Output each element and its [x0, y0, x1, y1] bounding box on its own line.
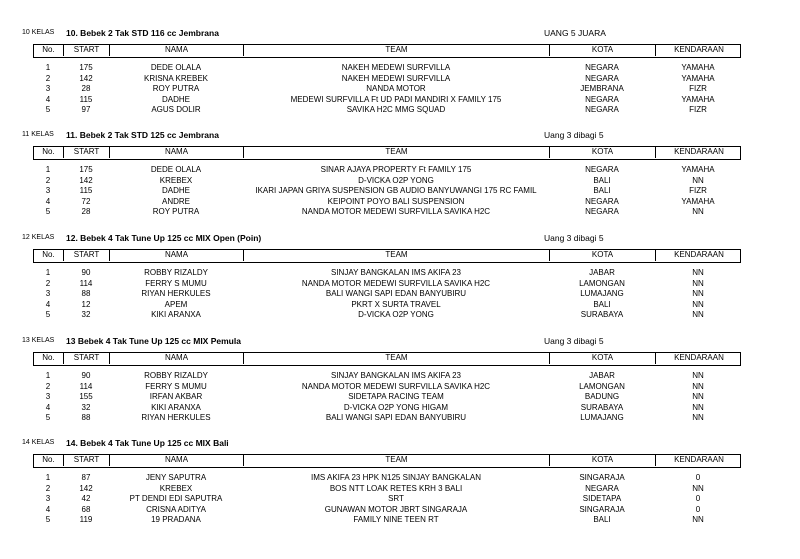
col-header-no: No.	[34, 147, 64, 158]
cell-team: BALI WANGI SAPI EDAN BANYUBIRU	[325, 413, 467, 422]
cell-kendaraan: NN	[692, 371, 704, 380]
col-header-kendaraan: KENDARAAN	[674, 250, 724, 259]
cell-no: 4	[45, 504, 51, 514]
cell-kendaraan: NN	[692, 515, 704, 524]
cell-team: D-VICKA O2P YONG	[358, 175, 434, 185]
cell-kota: BADUNG	[584, 392, 620, 401]
cell-kendaraan: NN	[692, 310, 704, 319]
cell-no: 1	[45, 268, 51, 277]
prize-info: Uang 3 dibagi 5	[544, 233, 604, 243]
table-header	[33, 146, 741, 160]
cell-start: 28	[81, 207, 91, 216]
cell-nama: ANDRE	[161, 196, 190, 206]
cell-nama: DADHE	[161, 186, 190, 195]
table-body	[33, 473, 741, 526]
cell-kota: NEGARA	[585, 63, 619, 72]
table-header	[33, 454, 741, 468]
cell-no: 2	[45, 73, 51, 83]
cell-nama: ROY PUTRA	[152, 207, 200, 216]
cell-no: 1	[45, 63, 51, 72]
cell-nama: ROY PUTRA	[152, 84, 200, 93]
table-row	[33, 473, 741, 484]
col-header-team: TEAM	[244, 455, 550, 466]
cell-kota: BALI	[593, 175, 611, 185]
kelas-label: 12 KELAS	[22, 234, 55, 241]
cell-start: 175	[79, 165, 93, 174]
cell-nama: CRISNA ADITYA	[146, 504, 206, 514]
table-row	[33, 197, 741, 208]
table-row	[33, 413, 741, 424]
cell-team: IMS AKIFA 23 HPK N125 SINJAY BANGKALAN	[311, 473, 481, 482]
kelas-label: 10 KELAS	[22, 29, 55, 36]
cell-kota: JABAR	[589, 371, 615, 380]
cell-kendaraan: NN	[692, 268, 704, 277]
col-header-start: START	[64, 353, 110, 364]
col-header-team: TEAM	[244, 147, 550, 158]
cell-kota: NEGARA	[585, 165, 619, 174]
cell-team: NAKEH MEDEWI SURFVILLA	[341, 63, 451, 72]
cell-start: 115	[79, 186, 93, 195]
prize-info: Uang 3 dibagi 5	[544, 130, 604, 140]
cell-nama: KRISNA KREBEK	[143, 73, 209, 83]
cell-kota: NEGARA	[585, 207, 619, 216]
cell-kendaraan: NN	[692, 207, 704, 216]
cell-team: IKARI JAPAN GRIYA SUSPENSION GB AUDIO BANYUWANGI 175 RC FAMIL	[255, 186, 537, 195]
cell-team: GUNAWAN MOTOR JBRT SINGARAJA	[324, 504, 468, 514]
col-header-no: No.	[34, 45, 64, 56]
table-row	[33, 84, 741, 95]
cell-team: BALI WANGI SAPI EDAN BANYUBIRU	[325, 289, 467, 298]
table-body	[33, 371, 741, 424]
cell-start: 72	[81, 196, 91, 206]
cell-kendaraan: NN	[692, 402, 704, 412]
cell-no: 3	[45, 289, 51, 298]
race-class-section	[0, 130, 800, 230]
cell-kota: NEGARA	[585, 196, 619, 206]
cell-team: NANDA MOTOR MEDEWI SURFVILLA SAVIKA H2C	[301, 278, 491, 288]
cell-no: 1	[45, 371, 51, 380]
cell-start: 12	[81, 299, 91, 309]
cell-start: 97	[81, 105, 91, 114]
table-row	[33, 279, 741, 290]
cell-kota: LUMAJANG	[580, 289, 624, 298]
cell-no: 2	[45, 278, 51, 288]
col-header-no: No.	[34, 353, 64, 364]
class-title: 14. Bebek 4 Tak Tune Up 125 cc MIX Bali	[66, 438, 229, 448]
cell-team: BOS NTT LOAK RETES KRH 3 BALI	[329, 483, 463, 493]
col-header-kendaraan: KENDARAAN	[674, 147, 724, 156]
cell-nama: 19 PRADANA	[151, 515, 201, 524]
col-header-no: No.	[34, 250, 64, 261]
cell-kendaraan: YAMAHA	[681, 196, 715, 206]
cell-team: D-VICKA O2P YONG HIGAM	[343, 402, 449, 412]
cell-start: 142	[79, 483, 93, 493]
table-row	[33, 515, 741, 526]
cell-kota: SINGARAJA	[579, 473, 625, 482]
col-header-kota: KOTA	[550, 455, 656, 466]
cell-no: 4	[45, 196, 51, 206]
cell-nama: JENY SAPUTRA	[145, 473, 207, 482]
cell-kendaraan: NN	[692, 289, 704, 298]
cell-no: 1	[45, 473, 51, 482]
cell-kendaraan: 0	[695, 473, 701, 482]
cell-team: D-VICKA O2P YONG	[358, 310, 434, 319]
table-body	[33, 268, 741, 321]
col-header-kota: KOTA	[550, 250, 656, 261]
cell-team: SAVIKA H2C MMG SQUAD	[346, 105, 446, 114]
col-header-team: TEAM	[244, 45, 550, 56]
cell-nama: DADHE	[161, 94, 190, 104]
table-row	[33, 494, 741, 505]
col-header-kota: KOTA	[550, 45, 656, 56]
cell-start: 87	[81, 473, 91, 482]
cell-nama: ROBBY RIZALDY	[144, 371, 208, 380]
col-header-start: START	[64, 45, 110, 56]
cell-kendaraan: FIZR	[689, 186, 707, 195]
cell-no: 5	[45, 207, 51, 216]
race-class-section	[0, 438, 800, 538]
cell-kota: JABAR	[589, 268, 615, 277]
cell-no: 1	[45, 165, 51, 174]
cell-team: NANDA MOTOR MEDEWI SURFVILLA SAVIKA H2C	[301, 381, 491, 391]
cell-no: 5	[45, 310, 51, 319]
col-header-kota: KOTA	[550, 147, 656, 158]
class-title: 10. Bebek 2 Tak STD 116 cc Jembrana	[66, 28, 219, 38]
cell-start: 114	[79, 381, 93, 391]
cell-kendaraan: NN	[692, 299, 704, 309]
cell-nama: KIKI ARANXA	[151, 402, 201, 412]
cell-kota: SIDETAPA	[582, 494, 622, 503]
cell-nama: DEDE OLALA	[150, 165, 202, 174]
col-header-nama: NAMA	[110, 250, 244, 261]
cell-kota: SURABAYA	[580, 310, 624, 319]
col-header-kendaraan: KENDARAAN	[674, 45, 724, 54]
cell-start: 90	[81, 268, 91, 277]
cell-nama: RIYAN HERKULES	[141, 289, 211, 298]
col-header-nama: NAMA	[110, 147, 244, 158]
kelas-label: 14 KELAS	[22, 439, 55, 446]
col-header-start: START	[64, 455, 110, 466]
cell-kota: BALI	[593, 515, 611, 524]
cell-kota: SURABAYA	[580, 402, 624, 412]
col-header-no: No.	[34, 455, 64, 466]
cell-nama: RIYAN HERKULES	[141, 413, 211, 422]
cell-no: 4	[45, 94, 51, 104]
table-body	[33, 63, 741, 116]
table-row	[33, 105, 741, 116]
prize-info: UANG 5 JUARA	[544, 28, 606, 38]
table-row	[33, 371, 741, 382]
col-header-nama: NAMA	[110, 353, 244, 364]
cell-team: SINJAY BANGKALAN IMS AKIFA 23	[331, 371, 461, 380]
cell-kendaraan: YAMAHA	[681, 63, 715, 72]
kelas-label: 11 KELAS	[22, 131, 54, 138]
table-row	[33, 505, 741, 516]
table-row	[33, 207, 741, 218]
table-row	[33, 186, 741, 197]
cell-no: 3	[45, 84, 51, 93]
cell-start: 28	[81, 84, 91, 93]
cell-no: 5	[45, 105, 51, 114]
cell-kendaraan: FIZR	[689, 84, 707, 93]
cell-team: SRT	[388, 494, 404, 503]
cell-kota: JEMBRANA	[580, 84, 624, 93]
cell-no: 3	[45, 494, 51, 503]
cell-start: 114	[79, 278, 93, 288]
table-row	[33, 382, 741, 393]
table-row	[33, 484, 741, 495]
cell-team: NAKEH MEDEWI SURFVILLA	[341, 73, 451, 83]
cell-start: 68	[81, 504, 91, 514]
cell-kota: BALI	[593, 186, 611, 195]
cell-team: FAMILY NINE TEEN RT	[353, 515, 439, 524]
cell-team: NANDA MOTOR	[366, 84, 426, 93]
cell-start: 119	[79, 515, 93, 524]
cell-kendaraan: FIZR	[689, 105, 707, 114]
col-header-kota: KOTA	[550, 353, 656, 364]
cell-nama: ROBBY RIZALDY	[144, 268, 208, 277]
cell-kota: NEGARA	[585, 94, 619, 104]
cell-kendaraan: YAMAHA	[681, 73, 715, 83]
cell-team: NANDA MOTOR MEDEWI SURFVILLA SAVIKA H2C	[301, 207, 491, 216]
col-header-nama: NAMA	[110, 455, 244, 466]
race-class-section	[0, 28, 800, 128]
table-header	[33, 249, 741, 263]
table-header	[33, 44, 741, 58]
cell-start: 88	[81, 289, 91, 298]
cell-nama: KIKI ARANXA	[151, 310, 201, 319]
table-header	[33, 352, 741, 366]
cell-kota: NEGARA	[585, 73, 619, 83]
cell-kendaraan: YAMAHA	[681, 94, 715, 104]
cell-no: 5	[45, 515, 51, 524]
col-header-start: START	[64, 147, 110, 158]
cell-start: 42	[81, 494, 91, 503]
table-row	[33, 289, 741, 300]
prize-info: Uang 3 dibagi 5	[544, 336, 604, 346]
table-row	[33, 392, 741, 403]
cell-nama: PT DENDI EDI SAPUTRA	[129, 494, 223, 503]
cell-start: 142	[79, 73, 93, 83]
cell-team: KEIPOINT POYO BALI SUSPENSION	[327, 196, 465, 206]
cell-kota: NEGARA	[585, 105, 619, 114]
kelas-label: 13 KELAS	[22, 337, 55, 344]
race-class-section	[0, 336, 800, 436]
cell-kota: LAMONGAN	[579, 278, 625, 288]
col-header-nama: NAMA	[110, 45, 244, 56]
cell-start: 142	[79, 175, 93, 185]
col-header-kendaraan: KENDARAAN	[674, 455, 724, 464]
cell-team: PKRT X SURTA TRAVEL	[351, 299, 441, 309]
cell-nama: APEM	[164, 299, 188, 309]
race-class-section	[0, 233, 800, 333]
table-row	[33, 74, 741, 85]
cell-kota: NEGARA	[585, 483, 619, 493]
cell-nama: KREBEX	[159, 483, 193, 493]
cell-kendaraan: NN	[692, 392, 704, 401]
cell-team: SIDETAPA RACING TEAM	[348, 392, 444, 401]
table-row	[33, 176, 741, 187]
cell-kendaraan: YAMAHA	[681, 165, 715, 174]
cell-kendaraan: 0	[695, 494, 701, 503]
col-header-team: TEAM	[244, 353, 550, 364]
cell-kendaraan: NN	[692, 278, 704, 288]
cell-no: 4	[45, 402, 51, 412]
cell-start: 175	[79, 63, 93, 72]
table-row	[33, 95, 741, 106]
cell-kota: BALI	[593, 299, 611, 309]
cell-start: 32	[81, 402, 91, 412]
table-row	[33, 310, 741, 321]
cell-start: 115	[79, 94, 93, 104]
cell-kendaraan: 0	[695, 504, 701, 514]
table-row	[33, 63, 741, 74]
col-header-kendaraan: KENDARAAN	[674, 353, 724, 362]
cell-start: 88	[81, 413, 91, 422]
cell-kendaraan: NN	[692, 381, 704, 391]
class-title: 11. Bebek 2 Tak STD 125 cc Jembrana	[66, 130, 219, 140]
cell-start: 155	[79, 392, 93, 401]
table-row	[33, 268, 741, 279]
cell-no: 2	[45, 175, 51, 185]
cell-no: 3	[45, 392, 51, 401]
table-body	[33, 165, 741, 218]
cell-no: 2	[45, 381, 51, 391]
cell-nama: FERRY S MUMU	[145, 381, 207, 391]
table-row	[33, 300, 741, 311]
cell-team: MEDEWI SURFVILLA Ft UD PADI MANDIRI X FAMILY 175	[290, 94, 502, 104]
cell-nama: FERRY S MUMU	[145, 278, 207, 288]
class-title: 13 Bebek 4 Tak Tune Up 125 cc MIX Pemula	[66, 336, 241, 346]
cell-no: 2	[45, 483, 51, 493]
table-row	[33, 165, 741, 176]
cell-kendaraan: NN	[692, 175, 704, 185]
cell-kota: SINGARAJA	[579, 504, 625, 514]
cell-kendaraan: NN	[692, 413, 704, 422]
class-title: 12. Bebek 4 Tak Tune Up 125 cc MIX Open (Poin)	[66, 233, 262, 243]
cell-nama: AGUS DOLIR	[151, 105, 201, 114]
col-header-start: START	[64, 250, 110, 261]
cell-start: 32	[81, 310, 91, 319]
cell-team: SINJAY BANGKALAN IMS AKIFA 23	[331, 268, 461, 277]
cell-no: 3	[45, 186, 51, 195]
cell-team: SINAR AJAYA PROPERTY Ft FAMILY 175	[320, 165, 472, 174]
cell-kota: LAMONGAN	[579, 381, 625, 391]
col-header-team: TEAM	[244, 250, 550, 261]
cell-nama: DEDE OLALA	[150, 63, 202, 72]
cell-nama: KREBEX	[159, 175, 193, 185]
table-row	[33, 403, 741, 414]
cell-kendaraan: NN	[692, 483, 704, 493]
cell-no: 4	[45, 299, 51, 309]
cell-no: 5	[45, 413, 51, 422]
cell-start: 90	[81, 371, 91, 380]
cell-kota: LUMAJANG	[580, 413, 624, 422]
cell-nama: IRFAN AKBAR	[149, 392, 203, 401]
